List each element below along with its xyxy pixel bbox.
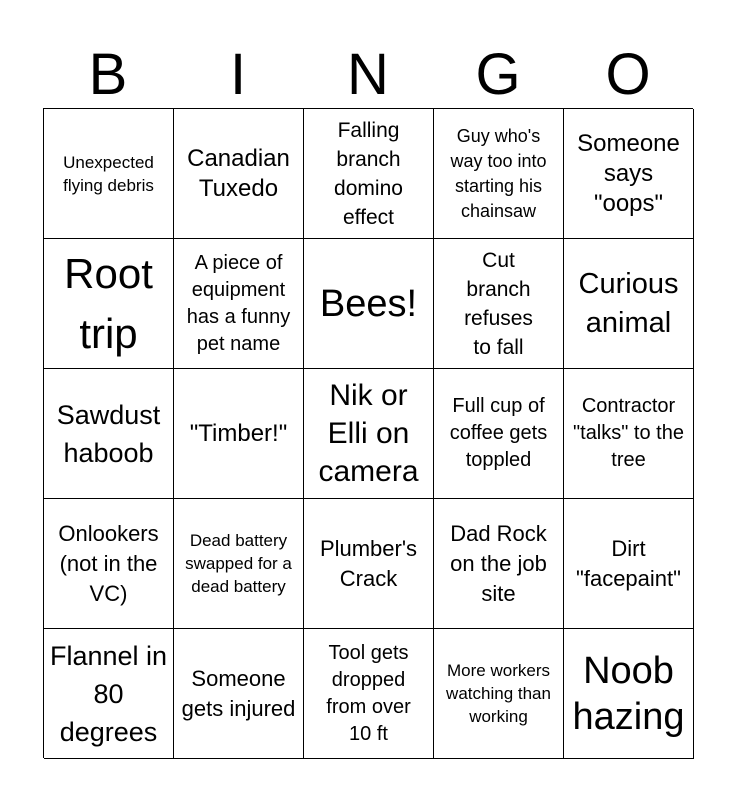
bingo-cell[interactable] [174, 109, 304, 239]
cell-text: Curious animal [578, 267, 679, 339]
cell-text: Falling branch domino effect [334, 118, 403, 229]
cell-text: Noob hazing [572, 649, 685, 738]
bingo-cell[interactable] [564, 629, 694, 759]
bingo-cell[interactable] [564, 239, 694, 369]
cell-text: Root trip [64, 249, 153, 357]
cell-text: Someone says "oops" [577, 129, 680, 217]
cell-text: Cut branch refuses to fall [464, 248, 533, 359]
bingo-cell[interactable] [434, 239, 564, 369]
bingo-cell[interactable] [434, 629, 564, 759]
bingo-cell[interactable] [44, 109, 174, 239]
bingo-grid [43, 108, 693, 758]
cell-text: Canadian Tuxedo [187, 144, 290, 202]
cell-text: Onlookers (not in the VC) [58, 520, 159, 606]
bingo-cell[interactable] [304, 239, 434, 369]
cell-text: Sawdust haboob [56, 399, 161, 468]
cell-text: Unexpected flying debris [63, 152, 154, 195]
bingo-cell[interactable] [434, 499, 564, 629]
header-letter-g: G [475, 42, 521, 107]
bingo-cell[interactable] [304, 109, 434, 239]
cell-text: Full cup of coffee gets toppled [449, 395, 548, 471]
bingo-cell[interactable] [44, 499, 174, 629]
cell-text: Someone gets injured [181, 665, 296, 721]
bingo-cell[interactable] [434, 369, 564, 499]
cell-text: Nik or Elli on camera [318, 378, 419, 488]
bingo-cell[interactable] [44, 239, 174, 369]
bingo-cell[interactable] [44, 369, 174, 499]
bingo-cell[interactable] [434, 109, 564, 239]
cell-text: Bees! [319, 282, 418, 325]
cell-text: A piece of equipment has a funny pet name [186, 251, 291, 355]
cell-text: Dirt "facepaint" [576, 535, 681, 591]
header-letter-o: O [605, 42, 651, 107]
bingo-cell[interactable] [564, 109, 694, 239]
bingo-header [43, 42, 693, 108]
bingo-cell[interactable] [174, 369, 304, 499]
cell-text: "Timber!" [189, 419, 288, 447]
header-letter-i: I [229, 42, 247, 107]
cell-text: Plumber's Crack [319, 535, 418, 591]
cell-text: Dad Rock on the job site [450, 520, 547, 606]
bingo-cell[interactable] [304, 629, 434, 759]
bingo-cell[interactable] [304, 499, 434, 629]
cell-text: Tool gets dropped from over 10 ft [326, 641, 411, 745]
cell-text: Dead battery swapped for a dead battery [185, 531, 292, 596]
header-letter-n: N [347, 42, 389, 107]
bingo-cell[interactable] [174, 499, 304, 629]
bingo-cell[interactable] [564, 499, 694, 629]
cell-text: More workers watching than working [446, 661, 551, 726]
bingo-cell[interactable] [44, 629, 174, 759]
bingo-cell[interactable] [564, 369, 694, 499]
bingo-cell[interactable] [174, 629, 304, 759]
cell-text: Guy who's way too into starting his chainsaw [450, 125, 547, 221]
header-letter-b: B [88, 42, 128, 107]
bingo-cell[interactable] [304, 369, 434, 499]
cell-text: Contractor "talks" to the tree [573, 395, 684, 471]
bingo-cell[interactable] [174, 239, 304, 369]
cell-text: Flannel in 80 degrees [49, 640, 168, 747]
